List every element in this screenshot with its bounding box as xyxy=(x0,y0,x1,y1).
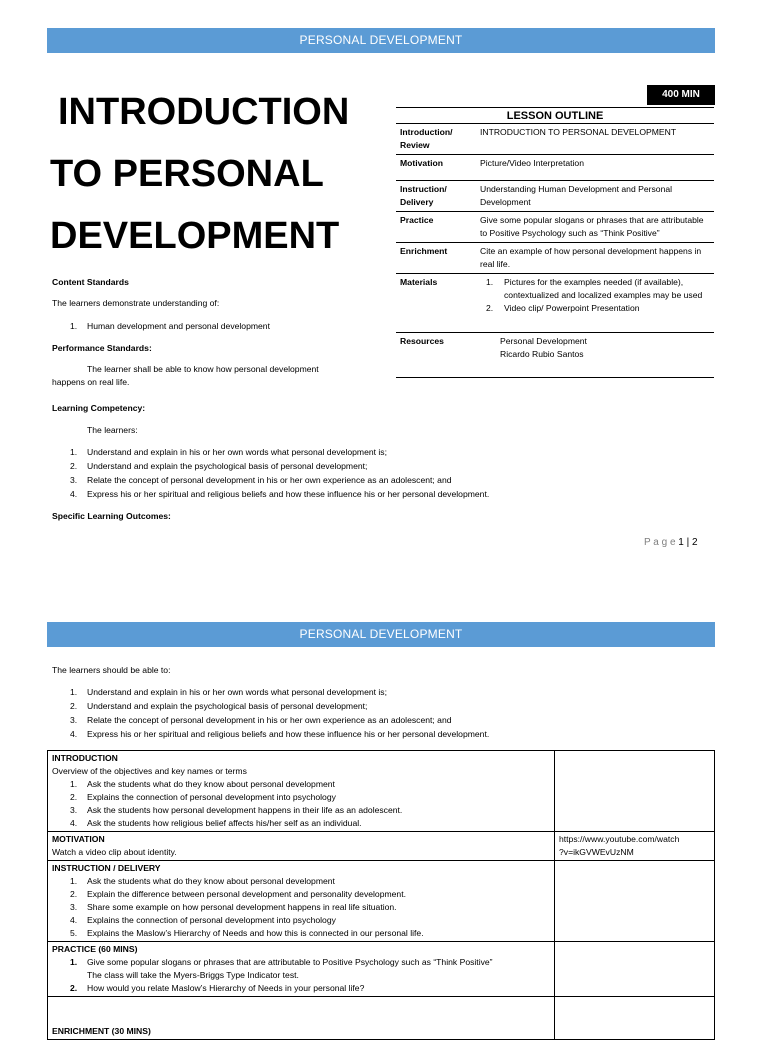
resource-item: Ricardo Rubio Santos xyxy=(500,349,584,359)
performance-standards-text-2: happens on real life. xyxy=(52,377,130,387)
introduction-cell xyxy=(48,751,555,832)
list-item: 1. Ask the students what do they know about personal development xyxy=(70,876,335,886)
video-link-continued[interactable]: ?v=ikGVWEvUzNM xyxy=(559,847,634,857)
row-value: Give some popular slogans or phrases that are attributable to Positive Psychology such as “Think Positive” xyxy=(480,215,704,238)
motivation-text: Watch a video clip about identity. xyxy=(52,847,177,857)
motivation-link-cell[interactable] xyxy=(555,832,715,861)
resource-item: Personal Development xyxy=(500,336,587,346)
table-row xyxy=(48,832,715,861)
row-label: Practice xyxy=(400,215,434,225)
page2-outcomes-list xyxy=(52,685,732,741)
row-label: Instruction/ Delivery xyxy=(400,184,447,207)
row-label: Enrichment xyxy=(400,246,448,256)
enrichment-heading: ENRICHMENT (30 MINS) xyxy=(52,1026,151,1036)
row-value: Cite an example of how personal development happens in real life. xyxy=(480,246,702,269)
table-row xyxy=(396,181,714,212)
table-row xyxy=(396,124,714,155)
header-banner-page-2: PERSONAL DEVELOPMENT xyxy=(47,622,715,647)
table-row xyxy=(396,155,714,181)
introduction-heading: INTRODUCTION xyxy=(52,753,118,763)
table-row xyxy=(48,751,715,832)
content-standards-intro: The learners demonstrate understanding of: xyxy=(52,298,220,308)
enrichment-cell xyxy=(48,997,555,1040)
lesson-outline-heading: LESSON OUTLINE xyxy=(396,108,714,124)
list-item: 1. Pictures for the examples needed (if available), contextualized and localized examples may be used xyxy=(486,277,703,300)
row-label: Resources xyxy=(400,336,444,346)
table-row xyxy=(396,274,714,333)
practice-notes-cell xyxy=(555,942,715,997)
learning-competency-heading: Learning Competency: xyxy=(52,403,146,413)
learning-competency-intro: The learners: xyxy=(87,425,138,435)
content-standards-heading: Content Standards xyxy=(52,277,129,287)
page2-intro: The learners should be able to: xyxy=(52,665,171,675)
list-item: 1. Human development and personal development xyxy=(70,321,270,331)
enrichment-notes-cell xyxy=(555,997,715,1040)
table-row xyxy=(48,997,715,1040)
list-item: 2. Understand and explain the psychological basis of personal development; xyxy=(70,701,368,711)
list-item: 1. Understand and explain in his or her own words what personal development is; xyxy=(70,687,387,697)
list-item: 2. How would you relate Maslow’s Hierarchy of Needs in your personal life? xyxy=(70,983,365,993)
list-item: 3. Ask the students how personal development happens in their life as an adolescent. xyxy=(70,805,403,815)
list-item: 3. Relate the concept of personal development in his or her own experience as an adolescent; and xyxy=(70,715,452,725)
list-item: 2. Explain the difference between personal development and personality development. xyxy=(70,889,406,899)
list-item: 4. Express his or her spiritual and religious beliefs and how these influence his or her personal development. xyxy=(70,729,490,739)
practice-cell xyxy=(48,942,555,997)
lesson-outline-table xyxy=(396,107,714,378)
row-label: Materials xyxy=(400,277,438,287)
list-item: 2. Understand and explain the psychological basis of personal development; xyxy=(70,461,368,471)
list-item: 4. Explains the connection of personal development into psychology xyxy=(70,915,336,925)
header-banner: PERSONAL DEVELOPMENT xyxy=(47,28,715,53)
performance-standards-heading: Performance Standards: xyxy=(52,343,152,353)
list-item: 1. Understand and explain in his or her own words what personal development is; xyxy=(70,447,387,457)
introduction-text: Overview of the objectives and key names or terms xyxy=(52,766,247,776)
duration-badge: 400 MIN xyxy=(647,85,715,105)
performance-standards-text-1: The learner shall be able to know how personal development xyxy=(87,364,319,374)
list-item: 2. Video clip/ Powerpoint Presentation xyxy=(486,303,640,313)
table-row xyxy=(396,243,714,274)
table-row xyxy=(48,861,715,942)
motivation-heading: MOTIVATION xyxy=(52,834,105,844)
title-line-1: INTRODUCTION xyxy=(58,91,350,133)
motivation-cell xyxy=(48,832,555,861)
list-item: 5. Explains the Maslow’s Hierarchy of Needs and how this is connected in our personal life. xyxy=(70,928,424,938)
list-item: 4. Ask the students how religious belief affects his/her self as an individual. xyxy=(70,818,362,828)
content-standards-list xyxy=(52,319,372,333)
list-item: 1. Ask the students what do they know about personal development xyxy=(70,779,335,789)
list-item: 4. Express his or her spiritual and religious beliefs and how these influence his or her personal development. xyxy=(70,489,490,499)
title-line-3: DEVELOPMENT xyxy=(50,215,340,257)
instruction-list xyxy=(52,875,550,940)
list-item: 3. Relate the concept of personal development in his or her own experience as an adolescent; and xyxy=(70,475,452,485)
slo-heading: Specific Learning Outcomes: xyxy=(52,511,171,521)
resources-list xyxy=(476,333,714,377)
table-row xyxy=(396,333,714,378)
video-link[interactable]: https://www.youtube.com/watch xyxy=(559,834,680,844)
row-value: INTRODUCTION TO PERSONAL DEVELOPMENT xyxy=(480,127,677,137)
list-item: 1. Give some popular slogans or phrases that are attributable to Positive Psychology such as “Think Positive” The class will take the Myers-Briggs Type Indicator test. xyxy=(70,957,493,980)
introduction-list xyxy=(52,778,550,830)
materials-list xyxy=(476,274,714,332)
page-number: P a g e 1 | 2 xyxy=(644,537,698,548)
title-line-2: TO PERSONAL xyxy=(50,153,324,195)
row-value: Understanding Human Development and Personal Development xyxy=(480,184,673,207)
row-value: Picture/Video Interpretation xyxy=(480,158,584,168)
instruction-cell xyxy=(48,861,555,942)
practice-heading: PRACTICE (60 MINS) xyxy=(52,944,138,954)
practice-list xyxy=(52,956,550,995)
instruction-heading: INSTRUCTION / DELIVERY xyxy=(52,863,161,873)
list-item: 2. Explains the connection of personal development into psychology xyxy=(70,792,336,802)
list-item: 3. Share some example on how personal development happens in real life situation. xyxy=(70,902,397,912)
table-row xyxy=(396,212,714,243)
instruction-notes-cell xyxy=(555,861,715,942)
table-row xyxy=(48,942,715,997)
row-label: Motivation xyxy=(400,158,443,168)
lesson-plan-table xyxy=(47,750,715,1040)
introduction-notes-cell xyxy=(555,751,715,832)
row-label: Introduction/ Review xyxy=(400,127,453,150)
learning-competency-list xyxy=(52,445,732,501)
